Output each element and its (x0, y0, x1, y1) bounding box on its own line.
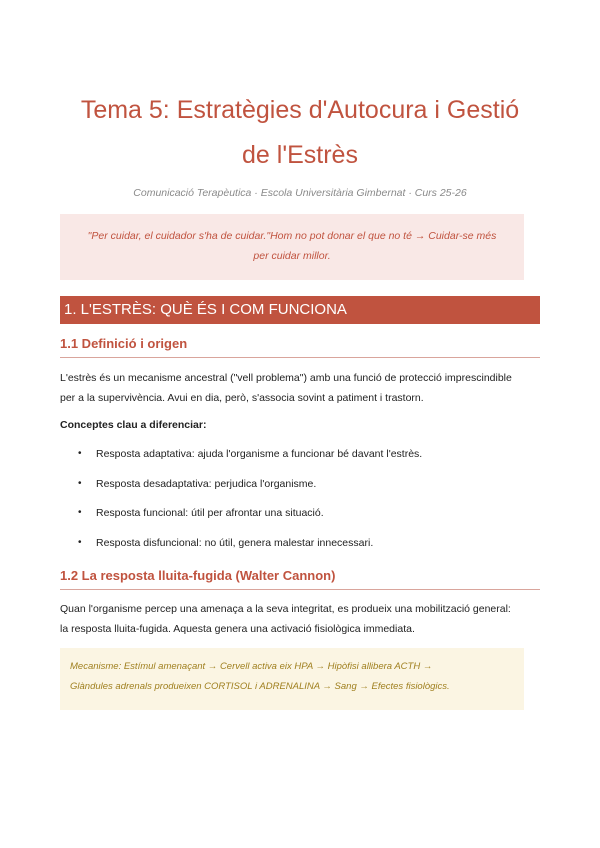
document-subtitle: Comunicació Terapèutica · Escola Universitària Gimbernat · Curs 25-26 (133, 187, 467, 199)
title-line-1: Tema 5: Estratègies d'Autocura i Gestió (80, 96, 520, 124)
title-line-2: de l'Estrès (242, 141, 358, 169)
subsection-1-2-paragraph (60, 599, 544, 639)
quote-line-1: "Per cuidar, el cuidador s'ha de cuidar."Hom no pot donar el que no té → Cuidar-se més (87, 230, 497, 242)
paragraph-line-2: per a la supervivència. Avui en dia, però, s'associa sovint a patiment i trastorn. (60, 392, 424, 404)
concepts-list (60, 444, 540, 562)
subsection-1-2-heading: 1.2 La resposta lluita-fugida (Walter Cannon) (60, 568, 540, 590)
subsection-1-1-paragraph (60, 368, 544, 408)
list-item (60, 444, 540, 474)
list-item-text: Resposta adaptativa: ajuda l'organisme a funcionar bé davant l'estrès. (96, 448, 423, 460)
list-item (60, 533, 540, 563)
document-title (60, 88, 540, 178)
list-item-text: Resposta disfuncional: no útil, genera malestar innecessari. (96, 536, 374, 549)
bullet-icon: • (78, 477, 82, 489)
section-1-heading: 1. L'ESTRÈS: QUÈ ÉS I COM FUNCIONA (60, 296, 540, 324)
bullet-icon: • (78, 507, 82, 518)
bullet-icon: • (78, 448, 82, 459)
paragraph-line-1: L'estrès és un mecanisme ancestral ("vell problema") amb una funció de protecció imprescindible (60, 372, 512, 384)
list-item-text: Resposta funcional: útil per afrontar una situació. (96, 507, 324, 519)
mechanism-line-2: Glàndules adrenals produeixen CORTISOL i ADRENALINA → Sang → Efectes fisiològics. (70, 681, 450, 692)
quote-line-2: per cuidar millor. (253, 250, 331, 262)
mechanism-box (60, 648, 524, 710)
list-item (60, 503, 540, 533)
paragraph-line-2: la resposta lluita-fugida. Aquesta genera una activació fisiològica immediata. (60, 623, 415, 635)
concepts-label: Conceptes clau a diferenciar: (60, 419, 207, 431)
mechanism-line-1: Mecanisme: Estímul amenaçant → Cervell activa eix HPA → Hipòfisi allibera ACTH → (70, 661, 433, 672)
list-item-text: Resposta desadaptativa: perjudica l'organisme. (96, 477, 317, 490)
list-item (60, 474, 540, 504)
paragraph-line-1: Quan l'organisme percep una amenaça a la seva integritat, es produeix una mobilització general: (60, 603, 511, 615)
quote-box (60, 214, 524, 280)
subsection-1-1-heading: 1.1 Definició i origen (60, 336, 540, 358)
bullet-icon: • (78, 536, 82, 548)
